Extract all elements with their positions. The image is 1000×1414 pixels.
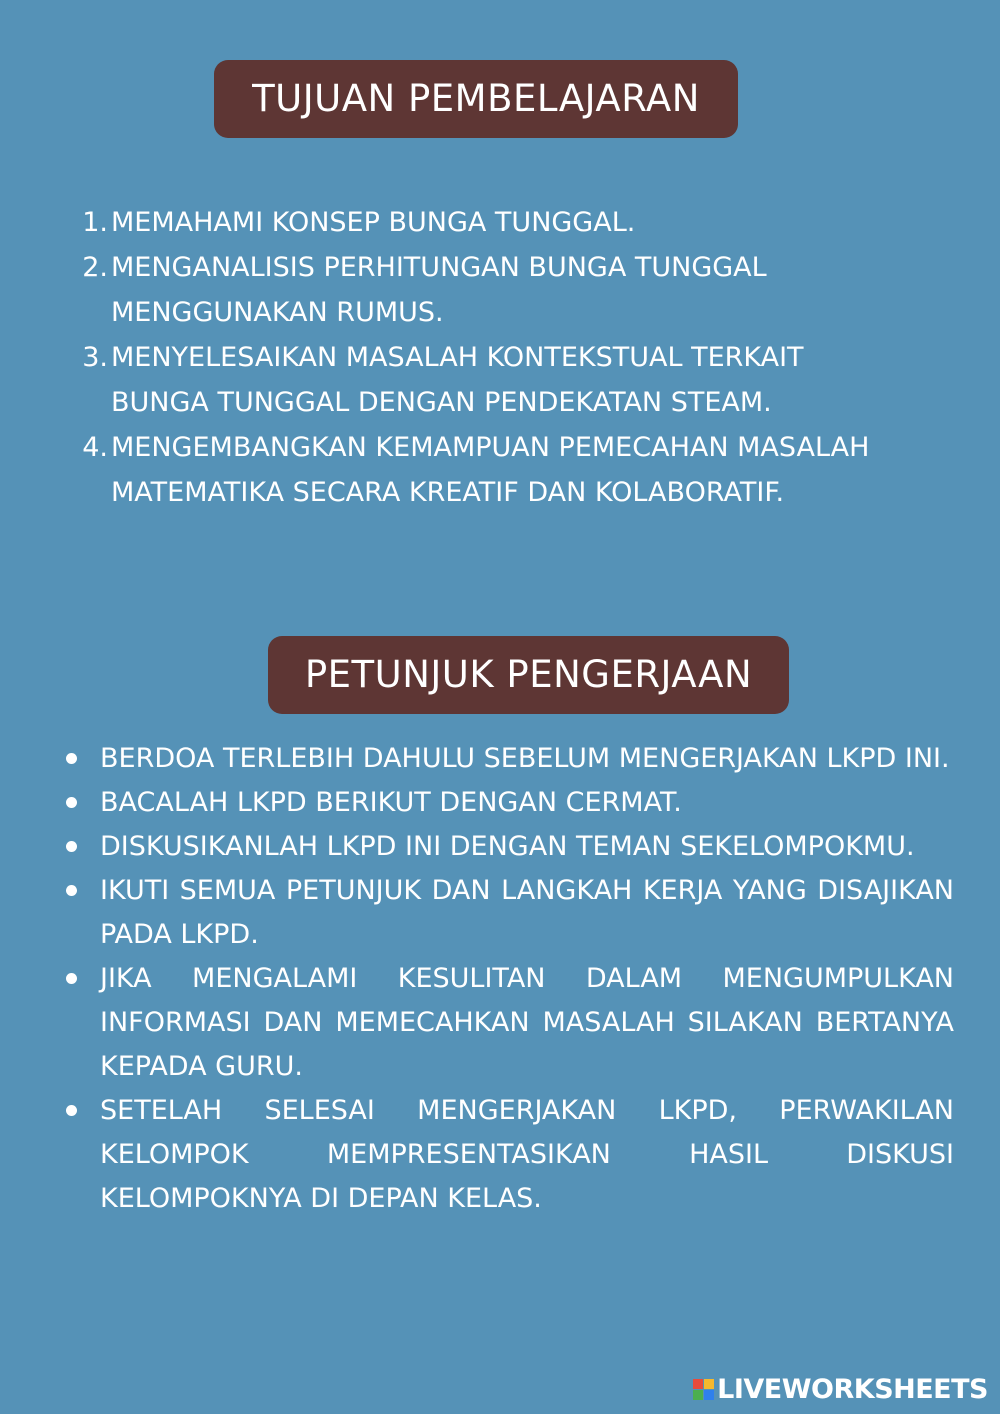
instruction-item <box>60 869 954 957</box>
objective-item <box>78 200 898 245</box>
liveworksheets-logo-icon <box>693 1379 714 1400</box>
objectives-list <box>78 200 898 515</box>
instructions-list <box>60 737 954 1221</box>
logo-square <box>693 1379 703 1389</box>
instruction-item <box>60 825 954 869</box>
objective-number: 2. <box>82 252 108 283</box>
bullet-icon <box>66 1105 77 1116</box>
bullet-icon <box>66 753 77 764</box>
instruction-text: IKUTI SEMUA PETUNJUK DAN LANGKAH KERJA YANG DISAJIKAN PADA LKPD. <box>100 875 954 950</box>
objective-item <box>78 425 898 515</box>
instruction-item <box>60 737 954 781</box>
objective-text: MENGEMBANGKAN KEMAMPUAN PEMECAHAN MASALAH MATEMATIKA SECARA KREATIF DAN KOLABORATIF. <box>111 432 870 508</box>
bullet-icon <box>66 973 77 984</box>
instruction-text: JIKA MENGALAMI KESULITAN DALAM MENGUMPULKAN INFORMASI DAN MEMECAHKAN MASALAH SILAKAN BERTANYA KEPADA GURU. <box>100 963 954 1082</box>
objective-number: 3. <box>82 342 108 373</box>
instruction-item <box>60 1089 954 1221</box>
objective-text: MENYELESAIKAN MASALAH KONTEKSTUAL TERKAIT BUNGA TUNGGAL DENGAN PENDEKATAN STEAM. <box>111 342 804 418</box>
objective-text: MENGANALISIS PERHITUNGAN BUNGA TUNGGAL MENGGUNAKAN RUMUS. <box>111 252 767 328</box>
objective-item <box>78 335 898 425</box>
instruction-item <box>60 957 954 1089</box>
bullet-icon <box>66 885 77 896</box>
bullet-icon <box>66 797 77 808</box>
objectives-heading: TUJUAN PEMBELAJARAN <box>214 60 738 138</box>
logo-square <box>704 1379 714 1389</box>
objective-item <box>78 245 898 335</box>
objective-number: 4. <box>82 432 108 463</box>
liveworksheets-watermark <box>693 1372 988 1406</box>
logo-square <box>693 1390 703 1400</box>
instruction-text: DISKUSIKANLAH LKPD INI DENGAN TEMAN SEKELOMPOKMU. <box>100 831 915 862</box>
instruction-text: SETELAH SELESAI MENGERJAKAN LKPD, PERWAKILAN KELOMPOK MEMPRESENTASIKAN HASIL DISKUSI KELOMPOKNYA DI DEPAN KELAS. <box>100 1095 954 1214</box>
logo-square <box>704 1390 714 1400</box>
objective-text: MEMAHAMI KONSEP BUNGA TUNGGAL. <box>111 207 636 238</box>
instructions-heading: PETUNJUK PENGERJAAN <box>268 636 789 714</box>
watermark-text: LIVEWORKSHEETS <box>717 1373 988 1405</box>
instruction-text: BACALAH LKPD BERIKUT DENGAN CERMAT. <box>100 787 682 818</box>
instruction-text: BERDOA TERLEBIH DAHULU SEBELUM MENGERJAKAN LKPD INI. <box>100 743 950 774</box>
instruction-item <box>60 781 954 825</box>
bullet-icon <box>66 841 77 852</box>
objective-number: 1. <box>82 207 108 238</box>
